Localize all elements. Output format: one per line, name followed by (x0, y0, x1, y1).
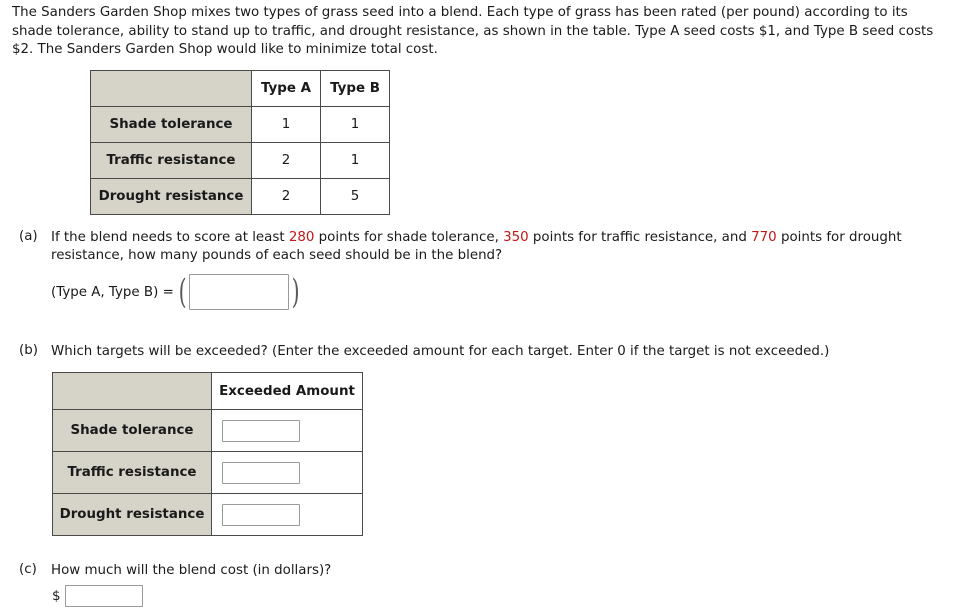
close-paren: ) (291, 272, 300, 312)
part-a-question: If the blend needs to score at least 280 points for shade tolerance, 350 points for traffic resistance, and 770 points for drought resistance, how many pounds of each seed should be in the blend? (51, 230, 902, 263)
table-corner (91, 71, 252, 107)
table-row (91, 107, 390, 143)
drought-type-a-value: 2 (252, 179, 321, 215)
part-b-label: (b) (19, 343, 38, 358)
pair-answer-input[interactable] (189, 274, 289, 310)
part-a-answer-row (51, 272, 302, 312)
row-label-drought: Drought resistance (53, 494, 212, 536)
traffic-type-a-value: 2 (252, 143, 321, 179)
traffic-target-value: 350 (503, 230, 529, 245)
row-label-shade: Shade tolerance (53, 410, 212, 452)
drought-exceeded-input[interactable] (222, 504, 300, 526)
part-c-question: How much will the blend cost (in dollars)? (51, 563, 332, 578)
seed-rating-table (90, 70, 390, 215)
table-row (91, 179, 390, 215)
row-label-shade: Shade tolerance (91, 107, 252, 143)
part-a-label: (a) (19, 229, 38, 244)
cost-input[interactable] (65, 585, 143, 607)
drought-target-value: 770 (751, 230, 777, 245)
problem-intro: The Sanders Garden Shop mixes two types of grass seed into a blend. Each type of grass has been rated (per pound) according to its shade tolerance, ability to stand up to traffic, and drought resistance, as shown in the table. Type A seed costs $1, and Type B seed costs $2. The Sanders Garden Shop would like to minimize total cost. (12, 5, 934, 58)
shade-type-a-value: 1 (252, 107, 321, 143)
dollar-sign: $ (52, 588, 61, 604)
row-label-drought: Drought resistance (91, 179, 252, 215)
column-header-type-b: Type B (321, 71, 390, 107)
column-header-type-a: Type A (252, 71, 321, 107)
shade-type-b-value: 1 (321, 107, 390, 143)
shade-target-value: 280 (288, 230, 315, 245)
table-row (53, 494, 363, 536)
table-row (53, 452, 363, 494)
table-row (91, 143, 390, 179)
shade-exceeded-input[interactable] (222, 420, 300, 442)
open-paren: ( (178, 272, 187, 312)
table-corner (53, 373, 212, 410)
drought-type-b-value: 5 (321, 179, 390, 215)
part-b-question: Which targets will be exceeded? (Enter the exceeded amount for each target. Enter 0 if the target is not exceeded.) (51, 344, 830, 359)
pair-answer-label: (Type A, Type B) = (51, 284, 174, 300)
table-row (53, 410, 363, 452)
row-label-traffic: Traffic resistance (53, 452, 212, 494)
part-c-label: (c) (19, 562, 37, 577)
traffic-exceeded-input[interactable] (222, 462, 300, 484)
traffic-type-b-value: 1 (321, 143, 390, 179)
column-header-exceeded: Exceeded Amount (212, 373, 363, 410)
exceeded-amount-table (52, 372, 363, 536)
row-label-traffic: Traffic resistance (91, 143, 252, 179)
part-c-answer-row (52, 585, 143, 607)
